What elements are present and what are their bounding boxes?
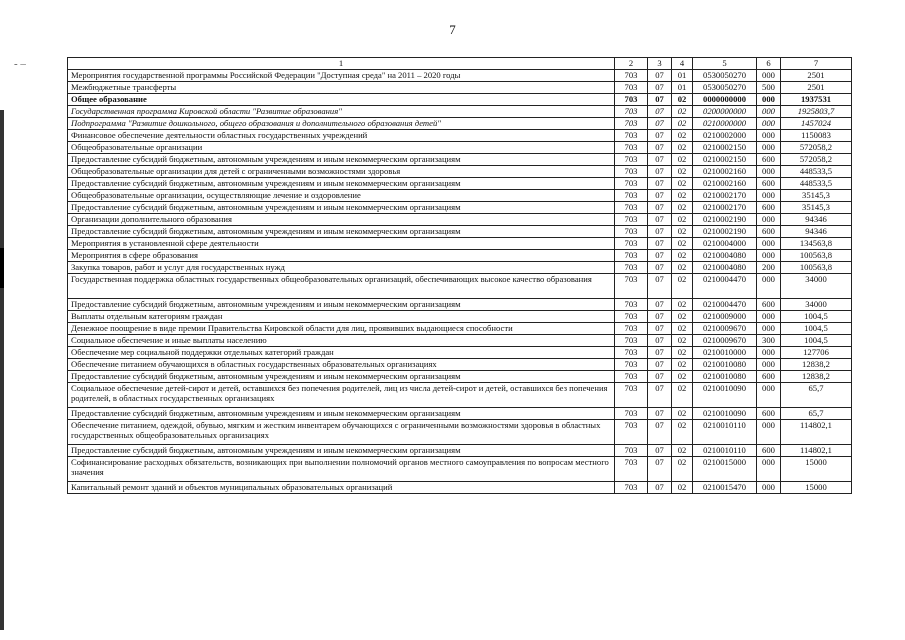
row-target-code-cell: 0210015000	[693, 456, 757, 481]
row-ministry-cell: 703	[615, 382, 648, 407]
row-target-code-cell: 0210010000	[693, 346, 757, 358]
row-subsection-cell: 02	[672, 444, 693, 456]
row-subsection-cell: 02	[672, 189, 693, 201]
row-amount-cell: 114802,1	[781, 419, 852, 444]
row-section-cell: 07	[648, 444, 672, 456]
row-name-cell: Предоставление субсидий бюджетным, автономным учреждениям и иным некоммерческим организациям	[68, 177, 615, 189]
row-expense-type-cell: 000	[757, 237, 781, 249]
row-amount-cell: 1004,5	[781, 322, 852, 334]
row-target-code-cell: 0210010090	[693, 407, 757, 419]
row-name-cell: Социальное обеспечение детей-сирот и детей, оставшихся без попечения родителей, лиц из числа детей-сирот и детей, оставшихся без попечения родителей, в областных государственных организациях	[68, 382, 615, 407]
row-target-code-cell: 0210002150	[693, 141, 757, 153]
row-ministry-cell: 703	[615, 358, 648, 370]
row-subsection-cell: 02	[672, 225, 693, 237]
row-amount-cell: 94346	[781, 213, 852, 225]
row-section-cell: 07	[648, 117, 672, 129]
row-amount-cell: 1457024	[781, 117, 852, 129]
row-subsection-cell: 02	[672, 261, 693, 273]
row-subsection-cell: 02	[672, 370, 693, 382]
table-row	[68, 358, 852, 370]
row-ministry-cell: 703	[615, 322, 648, 334]
row-name-cell: Мероприятия в установленной сфере деятельности	[68, 237, 615, 249]
row-section-cell: 07	[648, 419, 672, 444]
row-ministry-cell: 703	[615, 334, 648, 346]
row-section-cell: 07	[648, 358, 672, 370]
row-amount-cell: 114802,1	[781, 444, 852, 456]
row-expense-type-cell: 000	[757, 141, 781, 153]
row-section-cell: 07	[648, 298, 672, 310]
row-amount-cell: 134563,8	[781, 237, 852, 249]
row-subsection-cell: 02	[672, 273, 693, 298]
row-expense-type-cell: 000	[757, 105, 781, 117]
row-ministry-cell: 703	[615, 93, 648, 105]
row-ministry-cell: 703	[615, 237, 648, 249]
row-amount-cell: 94346	[781, 225, 852, 237]
table-row	[68, 225, 852, 237]
margin-mark: - –	[14, 58, 26, 70]
header-cell-4: 4	[672, 58, 693, 70]
header-cell-6: 6	[757, 58, 781, 70]
row-target-code-cell: 0210002190	[693, 213, 757, 225]
row-ministry-cell: 703	[615, 444, 648, 456]
row-subsection-cell: 01	[672, 69, 693, 81]
row-expense-type-cell: 000	[757, 456, 781, 481]
row-section-cell: 07	[648, 481, 672, 493]
row-ministry-cell: 703	[615, 481, 648, 493]
row-ministry-cell: 703	[615, 419, 648, 444]
row-amount-cell: 100563,8	[781, 261, 852, 273]
row-name-cell: Обеспечение питанием, одеждой, обувью, мягким и жестким инвентарем обучающихся с ограниченными возможностями здоровья в областных государственных общеобразовательных организациях	[68, 419, 615, 444]
table-row	[68, 81, 852, 93]
row-target-code-cell: 0210004000	[693, 237, 757, 249]
row-subsection-cell: 02	[672, 201, 693, 213]
row-section-cell: 07	[648, 201, 672, 213]
header-cell-1: 1	[68, 58, 615, 70]
row-ministry-cell: 703	[615, 129, 648, 141]
row-name-cell: Предоставление субсидий бюджетным, автономным учреждениям и иным некоммерческим организациям	[68, 444, 615, 456]
row-section-cell: 07	[648, 105, 672, 117]
row-subsection-cell: 02	[672, 129, 693, 141]
row-subsection-cell: 02	[672, 334, 693, 346]
row-expense-type-cell: 600	[757, 201, 781, 213]
row-section-cell: 07	[648, 177, 672, 189]
row-section-cell: 07	[648, 129, 672, 141]
row-amount-cell: 100563,8	[781, 249, 852, 261]
row-name-cell: Финансовое обеспечение деятельности областных государственных учреждений	[68, 129, 615, 141]
row-ministry-cell: 703	[615, 249, 648, 261]
row-ministry-cell: 703	[615, 177, 648, 189]
row-expense-type-cell: 500	[757, 81, 781, 93]
row-amount-cell: 572058,2	[781, 153, 852, 165]
row-ministry-cell: 703	[615, 165, 648, 177]
row-name-cell: Организации дополнительного образования	[68, 213, 615, 225]
row-section-cell: 07	[648, 141, 672, 153]
row-amount-cell: 15000	[781, 481, 852, 493]
row-ministry-cell: 703	[615, 456, 648, 481]
row-name-cell: Государственная программа Кировской области "Развитие образования"	[68, 105, 615, 117]
table-row	[68, 201, 852, 213]
table-row	[68, 249, 852, 261]
row-amount-cell: 12838,2	[781, 370, 852, 382]
row-expense-type-cell: 000	[757, 310, 781, 322]
row-section-cell: 07	[648, 213, 672, 225]
row-section-cell: 07	[648, 165, 672, 177]
row-section-cell: 07	[648, 237, 672, 249]
row-subsection-cell: 02	[672, 346, 693, 358]
row-target-code-cell: 0210002000	[693, 129, 757, 141]
row-section-cell: 07	[648, 273, 672, 298]
table-row	[68, 407, 852, 419]
row-ministry-cell: 703	[615, 201, 648, 213]
row-target-code-cell: 0530050270	[693, 69, 757, 81]
row-name-cell: Мероприятия в сфере образования	[68, 249, 615, 261]
table-row	[68, 129, 852, 141]
row-amount-cell: 35145,3	[781, 201, 852, 213]
row-amount-cell: 1925803,7	[781, 105, 852, 117]
row-subsection-cell: 02	[672, 153, 693, 165]
row-ministry-cell: 703	[615, 153, 648, 165]
row-target-code-cell: 0210010080	[693, 370, 757, 382]
row-section-cell: 07	[648, 189, 672, 201]
row-amount-cell: 2501	[781, 81, 852, 93]
row-expense-type-cell: 000	[757, 129, 781, 141]
row-expense-type-cell: 000	[757, 419, 781, 444]
row-section-cell: 07	[648, 69, 672, 81]
row-name-cell: Межбюджетные трансферты	[68, 81, 615, 93]
row-name-cell: Обеспечение питанием обучающихся в областных государственных образовательных организациях	[68, 358, 615, 370]
row-target-code-cell: 0210002160	[693, 177, 757, 189]
row-subsection-cell: 02	[672, 93, 693, 105]
row-expense-type-cell: 000	[757, 93, 781, 105]
row-amount-cell: 127706	[781, 346, 852, 358]
row-name-cell: Предоставление субсидий бюджетным, автономным учреждениям и иным некоммерческим организациям	[68, 407, 615, 419]
row-name-cell: Софинансирование расходных обязательств, возникающих при выполнении полномочий органов местного самоуправления по вопросам местного значения	[68, 456, 615, 481]
table-row	[68, 444, 852, 456]
row-ministry-cell: 703	[615, 141, 648, 153]
table-body	[68, 58, 852, 494]
header-row	[68, 58, 852, 70]
table-row	[68, 105, 852, 117]
table-row	[68, 370, 852, 382]
row-subsection-cell: 02	[672, 165, 693, 177]
row-expense-type-cell: 000	[757, 273, 781, 298]
row-target-code-cell: 0210009670	[693, 322, 757, 334]
row-target-code-cell: 0210009670	[693, 334, 757, 346]
row-target-code-cell: 0210010080	[693, 358, 757, 370]
row-expense-type-cell: 000	[757, 165, 781, 177]
row-section-cell: 07	[648, 456, 672, 481]
row-amount-cell: 34000	[781, 273, 852, 298]
row-subsection-cell: 02	[672, 358, 693, 370]
row-target-code-cell: 0210004080	[693, 261, 757, 273]
row-section-cell: 07	[648, 407, 672, 419]
row-amount-cell: 448533,5	[781, 165, 852, 177]
row-section-cell: 07	[648, 346, 672, 358]
row-subsection-cell: 02	[672, 382, 693, 407]
table-row	[68, 69, 852, 81]
row-expense-type-cell: 000	[757, 117, 781, 129]
row-name-cell: Предоставление субсидий бюджетным, автономным учреждениям и иным некоммерческим организациям	[68, 298, 615, 310]
row-target-code-cell: 0210002190	[693, 225, 757, 237]
table-row	[68, 117, 852, 129]
row-section-cell: 07	[648, 382, 672, 407]
row-expense-type-cell: 000	[757, 358, 781, 370]
row-ministry-cell: 703	[615, 81, 648, 93]
table-row	[68, 310, 852, 322]
row-target-code-cell: 0210002150	[693, 153, 757, 165]
table-row	[68, 334, 852, 346]
row-section-cell: 07	[648, 249, 672, 261]
row-expense-type-cell: 000	[757, 249, 781, 261]
row-target-code-cell: 0210010110	[693, 419, 757, 444]
row-expense-type-cell: 200	[757, 261, 781, 273]
row-target-code-cell: 0210015470	[693, 481, 757, 493]
row-ministry-cell: 703	[615, 370, 648, 382]
row-target-code-cell: 0210002160	[693, 165, 757, 177]
scan-edge-shadow	[0, 110, 4, 630]
row-name-cell: Предоставление субсидий бюджетным, автономным учреждениям и иным некоммерческим организациям	[68, 153, 615, 165]
row-name-cell: Социальное обеспечение и иные выплаты населению	[68, 334, 615, 346]
table-row	[68, 141, 852, 153]
row-subsection-cell: 02	[672, 310, 693, 322]
row-section-cell: 07	[648, 81, 672, 93]
row-target-code-cell: 0210000000	[693, 117, 757, 129]
row-amount-cell: 1004,5	[781, 334, 852, 346]
table-row	[68, 346, 852, 358]
row-ministry-cell: 703	[615, 346, 648, 358]
row-ministry-cell: 703	[615, 69, 648, 81]
row-amount-cell: 1004,5	[781, 310, 852, 322]
row-ministry-cell: 703	[615, 261, 648, 273]
table-row	[68, 261, 852, 273]
row-amount-cell: 35145,3	[781, 189, 852, 201]
row-ministry-cell: 703	[615, 273, 648, 298]
row-target-code-cell: 0210004470	[693, 298, 757, 310]
row-expense-type-cell: 000	[757, 481, 781, 493]
row-expense-type-cell: 600	[757, 225, 781, 237]
row-target-code-cell: 0210010090	[693, 382, 757, 407]
row-subsection-cell: 02	[672, 237, 693, 249]
row-subsection-cell: 02	[672, 141, 693, 153]
table-row	[68, 419, 852, 444]
row-name-cell: Капитальный ремонт зданий и объектов муниципальных образовательных организаций	[68, 481, 615, 493]
row-subsection-cell: 02	[672, 105, 693, 117]
row-amount-cell: 2501	[781, 69, 852, 81]
table-row	[68, 177, 852, 189]
row-expense-type-cell: 000	[757, 213, 781, 225]
row-section-cell: 07	[648, 370, 672, 382]
row-target-code-cell: 0210002170	[693, 201, 757, 213]
row-subsection-cell: 02	[672, 298, 693, 310]
row-expense-type-cell: 600	[757, 444, 781, 456]
row-target-code-cell: 0210002170	[693, 189, 757, 201]
row-target-code-cell: 0210004080	[693, 249, 757, 261]
row-subsection-cell: 02	[672, 322, 693, 334]
row-subsection-cell: 02	[672, 407, 693, 419]
row-amount-cell: 572058,2	[781, 141, 852, 153]
row-name-cell: Денежное поощрение в виде премии Правительства Кировской области для лиц, проявивших выдающиеся способности	[68, 322, 615, 334]
row-target-code-cell: 0210009000	[693, 310, 757, 322]
row-ministry-cell: 703	[615, 189, 648, 201]
row-ministry-cell: 703	[615, 117, 648, 129]
row-section-cell: 07	[648, 322, 672, 334]
page-number: 7	[449, 22, 456, 37]
header-cell-2: 2	[615, 58, 648, 70]
row-amount-cell: 1150083	[781, 129, 852, 141]
row-subsection-cell: 02	[672, 481, 693, 493]
row-name-cell: Предоставление субсидий бюджетным, автономным учреждениям и иным некоммерческим организациям	[68, 370, 615, 382]
row-ministry-cell: 703	[615, 298, 648, 310]
row-subsection-cell: 02	[672, 419, 693, 444]
row-expense-type-cell: 600	[757, 177, 781, 189]
row-section-cell: 07	[648, 334, 672, 346]
row-target-code-cell: 0210004470	[693, 273, 757, 298]
row-ministry-cell: 703	[615, 225, 648, 237]
row-section-cell: 07	[648, 93, 672, 105]
scan-edge-mark	[0, 248, 4, 288]
row-expense-type-cell: 000	[757, 189, 781, 201]
row-expense-type-cell: 000	[757, 346, 781, 358]
row-expense-type-cell: 000	[757, 382, 781, 407]
row-name-cell: Предоставление субсидий бюджетным, автономным учреждениям и иным некоммерческим организациям	[68, 225, 615, 237]
table-row	[68, 481, 852, 493]
row-subsection-cell: 02	[672, 249, 693, 261]
row-name-cell: Государственная поддержка областных государственных общеобразовательных организаций, обеспечивающих высокое качество образования	[68, 273, 615, 298]
row-name-cell: Выплаты отдельным категориям граждан	[68, 310, 615, 322]
row-subsection-cell: 02	[672, 177, 693, 189]
row-name-cell: Общеобразовательные организации	[68, 141, 615, 153]
row-target-code-cell: 0210010110	[693, 444, 757, 456]
row-subsection-cell: 02	[672, 213, 693, 225]
row-name-cell: Общеобразовательные организации для детей с ограниченными возможностями здоровья	[68, 165, 615, 177]
row-section-cell: 07	[648, 153, 672, 165]
table-row	[68, 153, 852, 165]
table-row	[68, 189, 852, 201]
row-section-cell: 07	[648, 225, 672, 237]
row-name-cell: Мероприятия государственной программы Российской Федерации "Доступная среда" на 2011 – 2020 годы	[68, 69, 615, 81]
header-cell-7: 7	[781, 58, 852, 70]
row-expense-type-cell: 600	[757, 370, 781, 382]
table-row	[68, 456, 852, 481]
table-row	[68, 237, 852, 249]
table-row	[68, 213, 852, 225]
row-expense-type-cell: 000	[757, 322, 781, 334]
row-subsection-cell: 02	[672, 456, 693, 481]
row-name-cell: Подпрограмма "Развитие дошкольного, общего образования и дополнительного образования детей"	[68, 117, 615, 129]
row-amount-cell: 65,7	[781, 407, 852, 419]
row-ministry-cell: 703	[615, 310, 648, 322]
row-expense-type-cell: 300	[757, 334, 781, 346]
row-name-cell: Закупка товаров, работ и услуг для государственных нужд	[68, 261, 615, 273]
table-row	[68, 382, 852, 407]
row-ministry-cell: 703	[615, 213, 648, 225]
table-row	[68, 298, 852, 310]
row-amount-cell: 448533,5	[781, 177, 852, 189]
row-name-cell: Предоставление субсидий бюджетным, автономным учреждениям и иным некоммерческим организациям	[68, 201, 615, 213]
row-target-code-cell: 0530050270	[693, 81, 757, 93]
row-target-code-cell: 0000000000	[693, 93, 757, 105]
budget-table	[67, 57, 852, 494]
row-name-cell: Общеобразовательные организации, осуществляющие лечение и оздоровление	[68, 189, 615, 201]
row-ministry-cell: 703	[615, 407, 648, 419]
table-row	[68, 165, 852, 177]
row-expense-type-cell: 600	[757, 407, 781, 419]
row-amount-cell: 15000	[781, 456, 852, 481]
row-amount-cell: 34000	[781, 298, 852, 310]
row-amount-cell: 65,7	[781, 382, 852, 407]
header-cell-3: 3	[648, 58, 672, 70]
row-name-cell: Общее образование	[68, 93, 615, 105]
row-amount-cell: 12838,2	[781, 358, 852, 370]
row-expense-type-cell: 000	[757, 69, 781, 81]
table-row	[68, 322, 852, 334]
row-target-code-cell: 0200000000	[693, 105, 757, 117]
row-ministry-cell: 703	[615, 105, 648, 117]
row-subsection-cell: 01	[672, 81, 693, 93]
row-name-cell: Обеспечение мер социальной поддержки отдельных категорий граждан	[68, 346, 615, 358]
row-section-cell: 07	[648, 261, 672, 273]
table-row	[68, 93, 852, 105]
header-cell-5: 5	[693, 58, 757, 70]
row-amount-cell: 1937531	[781, 93, 852, 105]
row-expense-type-cell: 600	[757, 153, 781, 165]
row-section-cell: 07	[648, 310, 672, 322]
table-row	[68, 273, 852, 298]
row-expense-type-cell: 600	[757, 298, 781, 310]
row-subsection-cell: 02	[672, 117, 693, 129]
